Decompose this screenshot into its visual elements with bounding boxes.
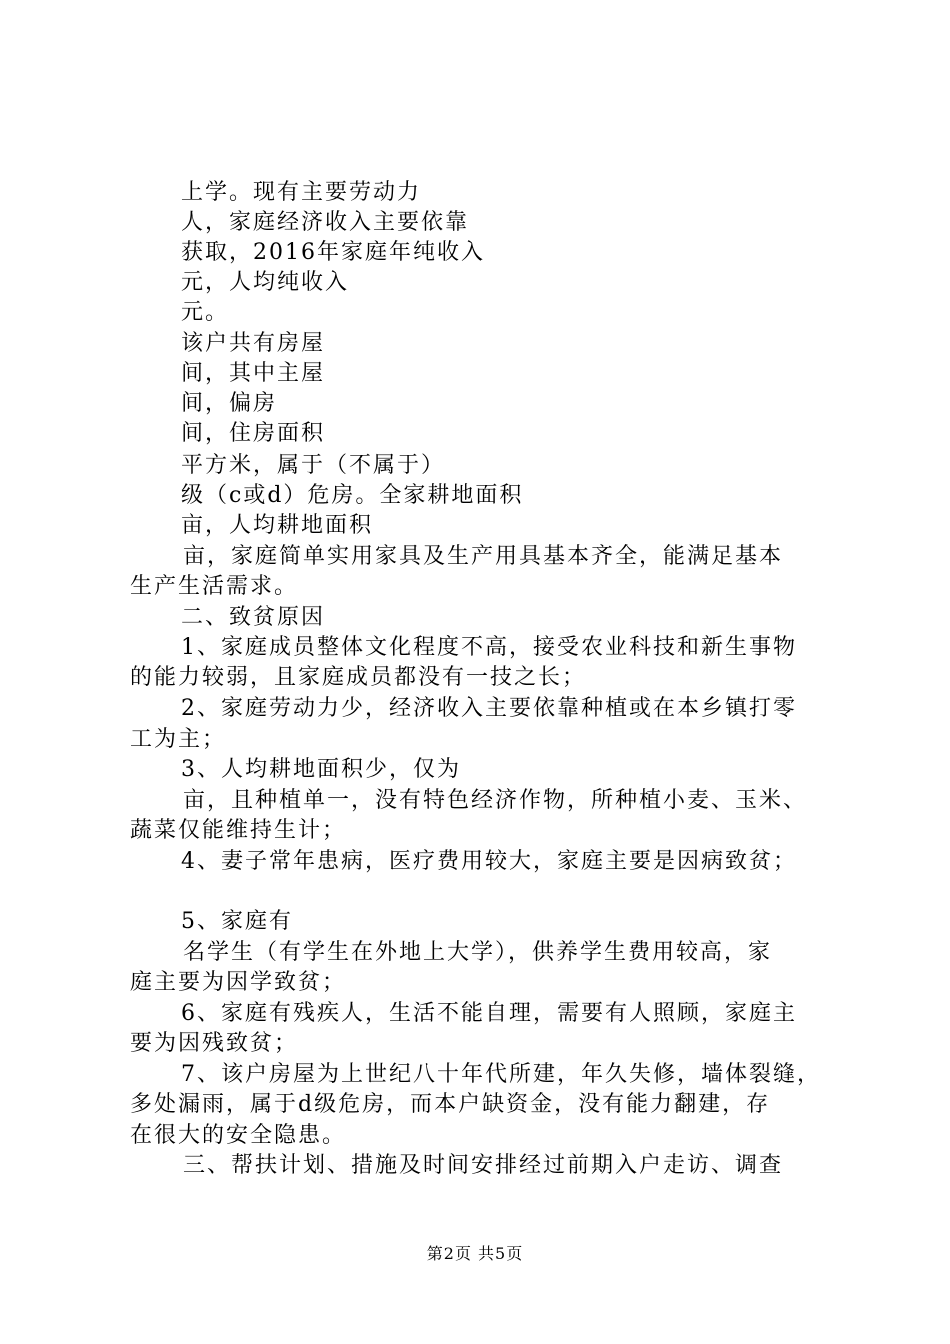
text-line: 5、家庭有	[181, 909, 293, 934]
text-line: 工为主；	[130, 727, 227, 752]
text-line: 3、人均耕地面积少，仅为	[181, 757, 461, 782]
text-line: 的能力较弱，且家庭成员都没有一技之长；	[130, 665, 587, 690]
text-line: 亩，人均耕地面积	[181, 513, 374, 538]
text-line: 间，住房面积	[181, 421, 326, 446]
text-line: 上学。现有主要劳动力	[181, 180, 422, 205]
text-line: 该户共有房屋	[181, 331, 326, 356]
text-line: 庭主要为因学致贫；	[130, 970, 347, 995]
text-line: 1、家庭成员整体文化程度不高，接受农业科技和新生事物	[181, 635, 797, 660]
text-line: 蔬菜仅能维持生计；	[130, 818, 347, 843]
page-number-footer: 第2页 共5页	[426, 1244, 524, 1263]
text-line: 6、家庭有残疾人，生活不能自理，需要有人照顾，家庭主	[181, 1001, 797, 1026]
text-line: 亩，家庭简单实用家具及生产用具基本齐全，能满足基本	[183, 544, 784, 569]
text-line: 在很大的安全隐患。	[130, 1123, 347, 1148]
section-heading: 三、帮扶计划、措施及时间安排经过前期入户走访、调查	[183, 1153, 784, 1178]
text-line: 获取，2016年家庭年纯收入	[181, 240, 485, 265]
text-line: 4、妻子常年患病，医疗费用较大，家庭主要是因病致贫；	[181, 849, 797, 874]
text-line: 名学生（有学生在外地上大学），供养学生费用较高，家	[183, 940, 773, 965]
text-line: 级（c或d）危房。全家耕地面积	[181, 483, 524, 508]
text-line: 多处漏雨，属于d级危房，而本户缺资金，没有能力翻建，存	[130, 1092, 771, 1117]
text-line: 元。	[181, 300, 230, 325]
text-line: 2、家庭劳动力少，经济收入主要依靠种植或在本乡镇打零	[181, 696, 797, 721]
text-line: 人，家庭经济收入主要依靠	[181, 210, 470, 235]
text-line: 生产生活需求。	[130, 574, 299, 599]
text-line: 要为因残致贫；	[130, 1031, 299, 1056]
text-line: 元，人均纯收入	[181, 270, 350, 295]
text-line: 亩，且种植单一，没有特色经济作物，所种植小麦、玉米、	[183, 788, 808, 813]
text-line: 间，其中主屋	[181, 361, 326, 386]
section-heading: 二、致贫原因	[181, 605, 326, 630]
text-line: 平方米，属于（不属于）	[181, 453, 446, 478]
text-line: 间，偏房	[181, 391, 278, 416]
text-line: 7、该户房屋为上世纪八十年代所建，年久失修，墙体裂缝，	[181, 1062, 821, 1087]
